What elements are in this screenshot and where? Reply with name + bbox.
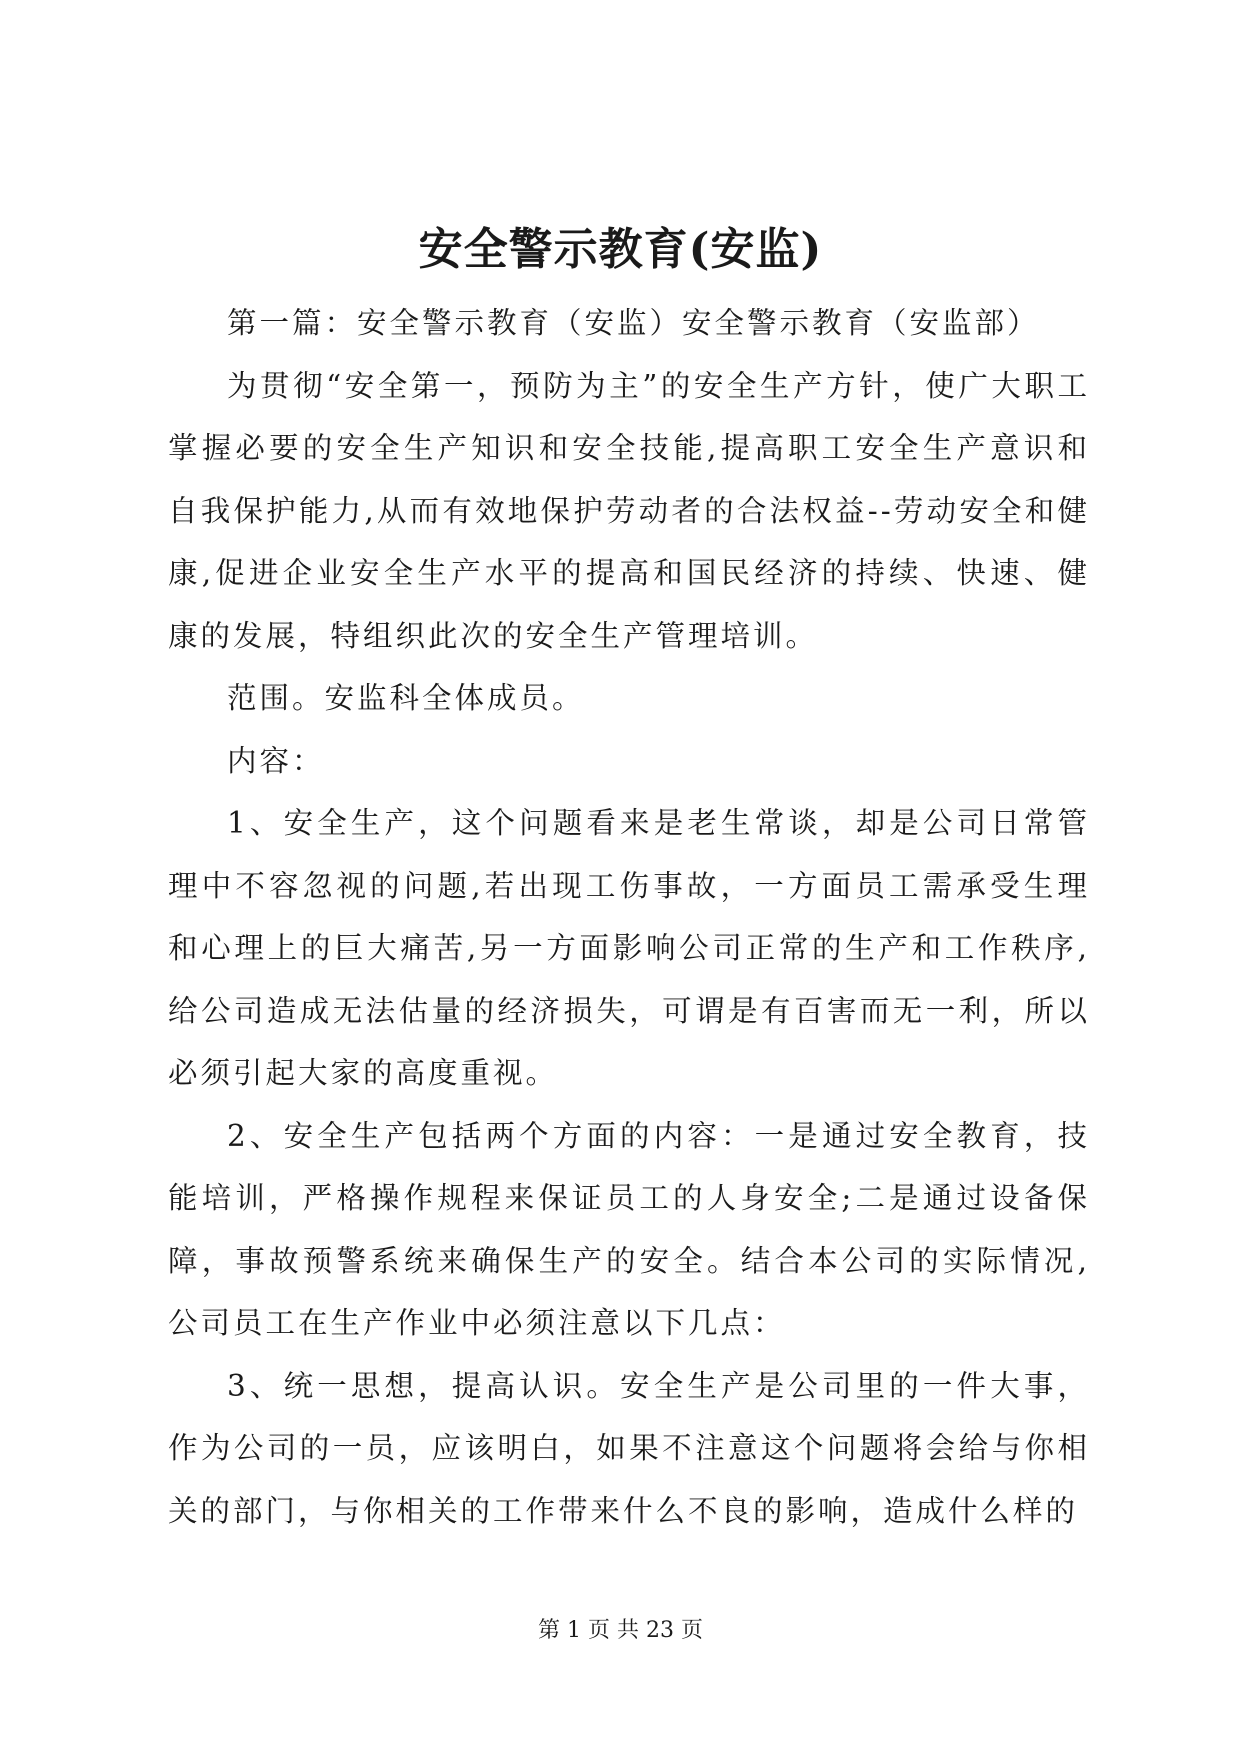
document-title: 安全警示教育(安监) bbox=[418, 224, 823, 275]
page-number-footer: 第 1 页 共 23 页 bbox=[538, 1618, 703, 1643]
document-body bbox=[168, 292, 1090, 1542]
paragraph-scope: 范围。安监科全体成员。 bbox=[227, 681, 585, 715]
paragraph-content-label: 内容： bbox=[227, 743, 325, 778]
paragraph-item-3: 3、统一思想，提高认识。安全生产是公司里的一件大事，作为公司的一员，应该明白，如果不注意这个问题将会给与你相关的部门，与你相关的工作带来什么不良的影响，造成什么样的 bbox=[168, 1368, 1090, 1528]
paragraph-item-1: 1、安全生产，这个问题看来是老生常谈，却是公司日常管理中不容忽视的问题,若出现工伤事故，一方面员工需承受生理和心理上的巨大痛苦,另一方面影响公司正常的生产和工作秩序,给公司造成无法估量的经济损失，可谓是有百害而无一利，所以必须引起大家的高度重视。 bbox=[168, 806, 1090, 1090]
paragraph-intro: 为贯彻“安全第一，预防为主”的安全生产方针，使广大职工掌握必要的安全生产知识和安全技能,提高职工安全生产意识和自我保护能力,从而有效地保护劳动者的合法权益--劳动安全和健康,促进企业安全生产水平的提高和国民经济的持续、快速、健康的发展，特组织此次的安全生产管理培训。 bbox=[168, 368, 1090, 653]
paragraph-heading: 第一篇：安全警示教育（安监）安全警示教育（安监部） bbox=[227, 306, 1040, 340]
paragraph-item-2: 2、安全生产包括两个方面的内容：一是通过安全教育，技能培训，严格操作规程来保证员工的人身安全;二是通过设备保障，事故预警系统来确保生产的安全。结合本公司的实际情况,公司员工在生产作业中必须注意以下几点： bbox=[168, 1118, 1090, 1340]
